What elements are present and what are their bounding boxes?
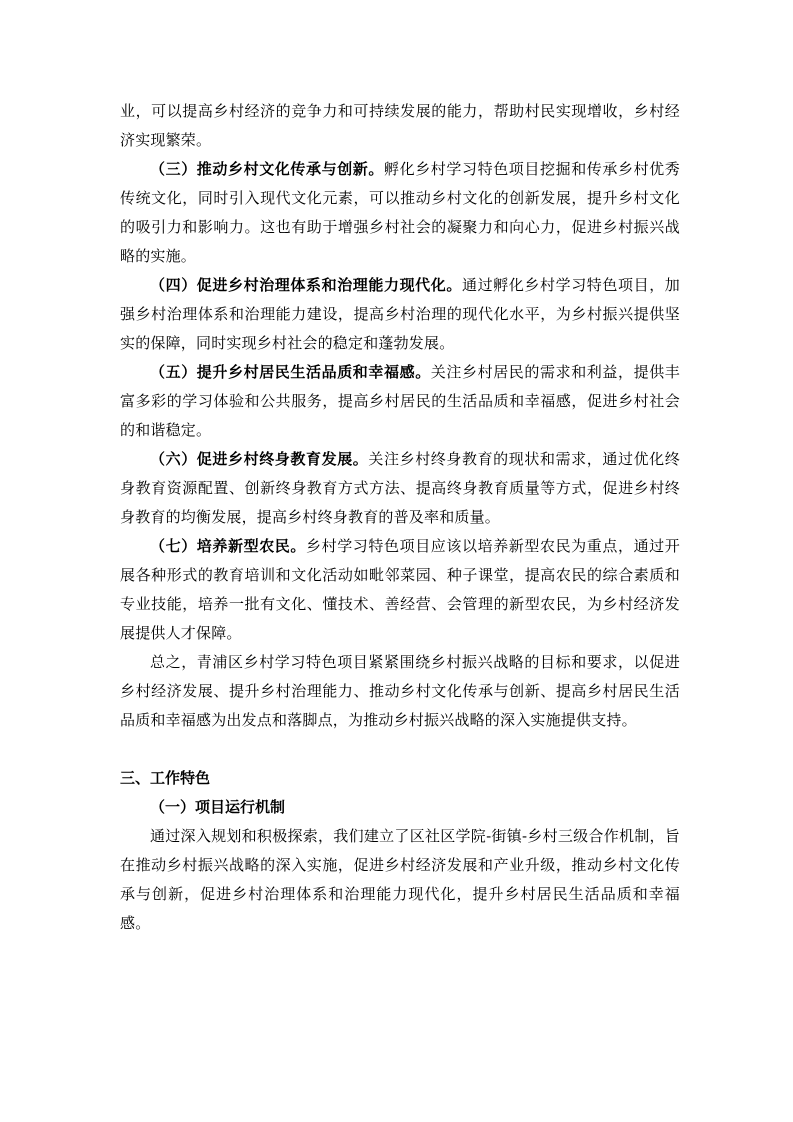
item-lead-3: （三）推动乡村文化传承与创新。 xyxy=(150,160,384,178)
continuation-paragraph: 业，可以提高乡村经济的竞争力和可持续发展的能力，帮助村民实现增收，乡村经济实现繁荣。 xyxy=(120,102,680,149)
subsection-paragraph: 通过深入规划和积极探索，我们建立了区社区学院-街镇-乡村三级合作机制，旨在推动乡村振兴战略的深入实施，促进乡村经济发展和产业升级，推动乡村文化传承与创新，促进乡村治理体系和治理能力现代化，提升乡村居民生活品质和幸福感。 xyxy=(120,827,680,932)
item-lead-5: （五）提升乡村居民生活品质和幸福感。 xyxy=(150,363,431,381)
subsection-heading: （一）项目运行机制 xyxy=(150,798,286,816)
blank-line xyxy=(120,735,680,764)
item-text-6: 关注乡村终身教育的现状和需求，通过优化终身教育资源配置、创新终身教育方式方法、提高终身教育质量等方式，促进乡村终身教育的均衡发展，提高乡村终身教育的普及率和质量。 xyxy=(120,450,680,526)
item-paragraph-3 xyxy=(120,155,680,271)
item-text-5: 关注乡村居民的需求和利益，提供丰富多彩的学习体验和公共服务，提高乡村居民的生活品质和幸福感，促进乡村社会的和谐稳定。 xyxy=(120,363,680,439)
section-heading: 三、工作特色 xyxy=(120,769,211,787)
item-text-3: 孵化乡村学习特色项目挖掘和传承乡村优秀传统文化，同时引入现代文化元素，可以推动乡村文化的创新发展，提升乡村文化的吸引力和影响力。这也有助于增强乡村社会的凝聚力和向心力，促进乡村振兴战略的实施。 xyxy=(120,160,680,265)
item-paragraph-5 xyxy=(120,358,680,445)
item-paragraph-4 xyxy=(120,271,680,358)
page-body xyxy=(120,97,680,938)
item-text-4: 通过孵化乡村学习特色项目，加强乡村治理体系和治理能力建设，提高乡村治理的现代化水平，为乡村振兴提供坚实的保障，同时实现乡村社会的稳定和蓬勃发展。 xyxy=(120,276,680,352)
item-lead-6: （六）促进乡村终身教育发展。 xyxy=(150,450,369,468)
item-paragraph-7 xyxy=(120,532,680,648)
item-text-7: 乡村学习特色项目应该以培养新型农民为重点，通过开展各种形式的教育培训和文化活动如毗邻菜园、种子课堂，提高农民的综合素质和专业技能，培养一批有文化、懂技术、善经营、会管理的新型农民，为乡村经济发展提供人才保障。 xyxy=(120,537,680,642)
summary-paragraph: 总之，青浦区乡村学习特色项目紧紧围绕乡村振兴战略的目标和要求，以促进乡村经济发展、提升乡村治理能力、推动乡村文化传承与创新、提高乡村居民生活品质和幸福感为出发点和落脚点，为推动乡村振兴战略的深入实施提供支持。 xyxy=(120,653,680,729)
item-lead-4: （四）促进乡村治理体系和治理能力现代化。 xyxy=(150,276,462,294)
item-paragraph-6 xyxy=(120,445,680,532)
item-lead-7: （七）培养新型农民。 xyxy=(150,537,306,555)
